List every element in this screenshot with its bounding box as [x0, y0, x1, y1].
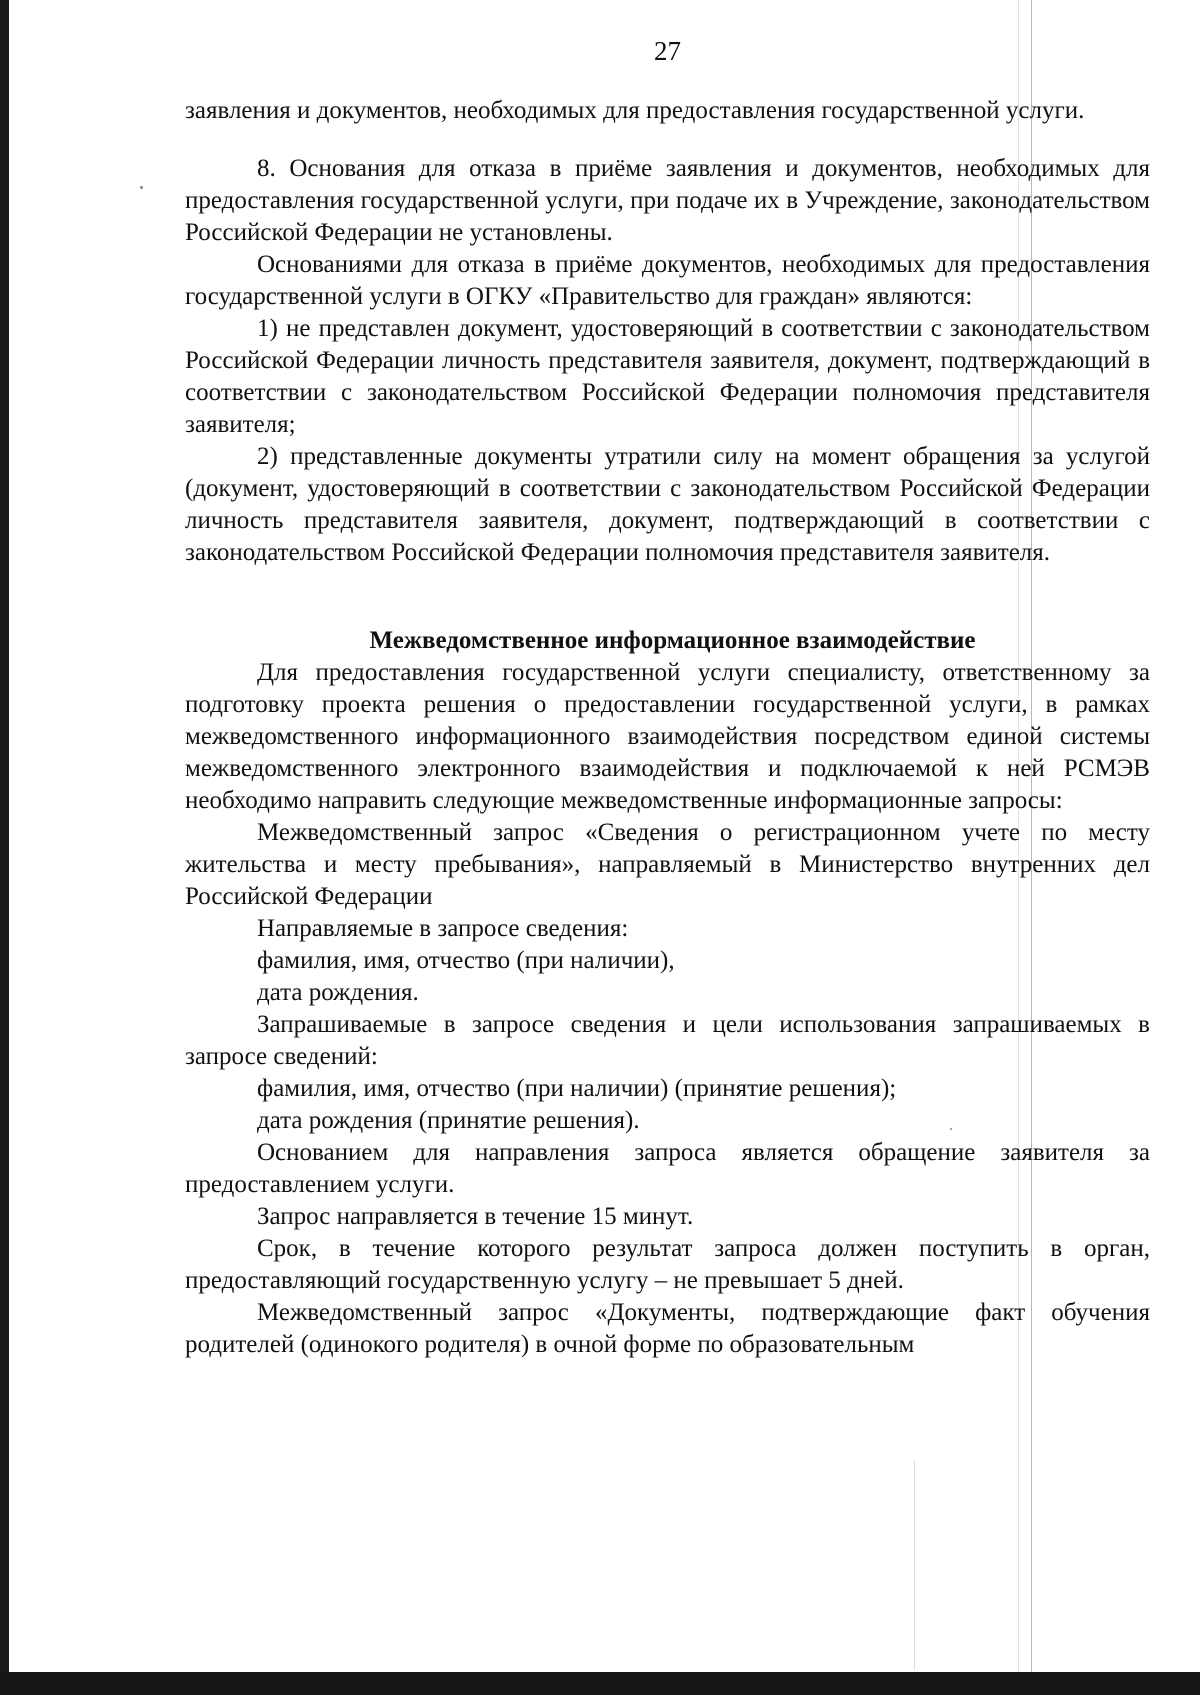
- page-number: 27: [654, 36, 681, 66]
- paragraph-requested-data-label: Запрашиваемые в запросе сведения и цели использования запрашиваемых в запросе сведений:: [185, 1011, 1150, 1070]
- paragraph-request-timing: Запрос направляется в течение 15 минут.: [257, 1203, 694, 1230]
- paragraph-sent-data-label: Направляемые в запросе сведения:: [257, 915, 629, 942]
- scan-bottom-edge: [0, 1672, 1200, 1695]
- scan-left-edge: [0, 0, 9, 1695]
- paragraph-request-basis: Основанием для направления запроса является обращение заявителя за предоставлением услуги.: [185, 1139, 1150, 1198]
- paragraph-request-education: Межведомственный запрос «Документы, подтверждающие факт обучения родителей (одинокого родителя) в очной форме по образовательным: [185, 1299, 1150, 1358]
- list-item-1: 1) не представлен документ, удостоверяющий в соответствии с законодательством Российской Федерации личность представителя заявителя, документ, подтверждающий в соответствии с законодательством Российской Федерации полномочия представителя заявителя;: [185, 315, 1150, 438]
- scan-speck: [140, 186, 143, 189]
- paragraph-continuation: заявления и документов, необходимых для предоставления государственной услуги.: [185, 97, 1085, 124]
- paragraph-refusal-grounds: 8. Основания для отказа в приёме заявления и документов, необходимых для предоставления государственной услуги, при подаче их в Учреждение, законодательством Российской Федерации не установлены.: [185, 155, 1150, 246]
- paragraph-ogku-grounds: Основаниями для отказа в приёме документов, необходимых для предоставления государственной услуги в ОГКУ «Правительство для граждан» являются:: [185, 251, 1150, 310]
- scan-fold-line-short: [914, 1460, 915, 1670]
- paragraph-interagency-intro: Для предоставления государственной услуги специалисту, ответственному за подготовку проекта решения о предоставлении государственной услуги, в рамках межведомственного информационного взаимодействия посредством единой системы межведомственного электронного взаимодействия и подключаемой к ней РСМЭВ необходимо направить следующие межведомственные информационные запросы:: [185, 659, 1150, 814]
- section-heading: Межведомственное информационное взаимодействие: [369, 627, 976, 654]
- paragraph-sent-data-birthdate: дата рождения.: [257, 979, 419, 1006]
- paragraph-requested-data-name: фамилия, имя, отчество (при наличии) (принятие решения);: [257, 1075, 897, 1102]
- paragraph-response-deadline: Срок, в течение которого результат запроса должен поступить в орган, предоставляющий государственную услугу – не превышает 5 дней.: [185, 1235, 1150, 1294]
- list-item-2: 2) представленные документы утратили силу на момент обращения за услугой (документ, удостоверяющий в соответствии с законодательством Российской Федерации личность представителя заявителя, документ, подтверждающий в соответствии с законодательством Российской Федерации полномочия представителя заявителя.: [185, 443, 1150, 566]
- spacer: [185, 127, 1150, 153]
- paragraph-request-registration: Межведомственный запрос «Сведения о регистрационном учете по месту жительства и месту пребывания», направляемый в Министерство внутренних дел Российской Федерации: [185, 819, 1150, 910]
- document-body: [185, 95, 1150, 1361]
- paragraph-requested-data-birthdate: дата рождения (принятие решения).: [257, 1107, 640, 1134]
- spacer: [185, 569, 1150, 625]
- paragraph-sent-data-name: фамилия, имя, отчество (при наличии),: [257, 947, 675, 974]
